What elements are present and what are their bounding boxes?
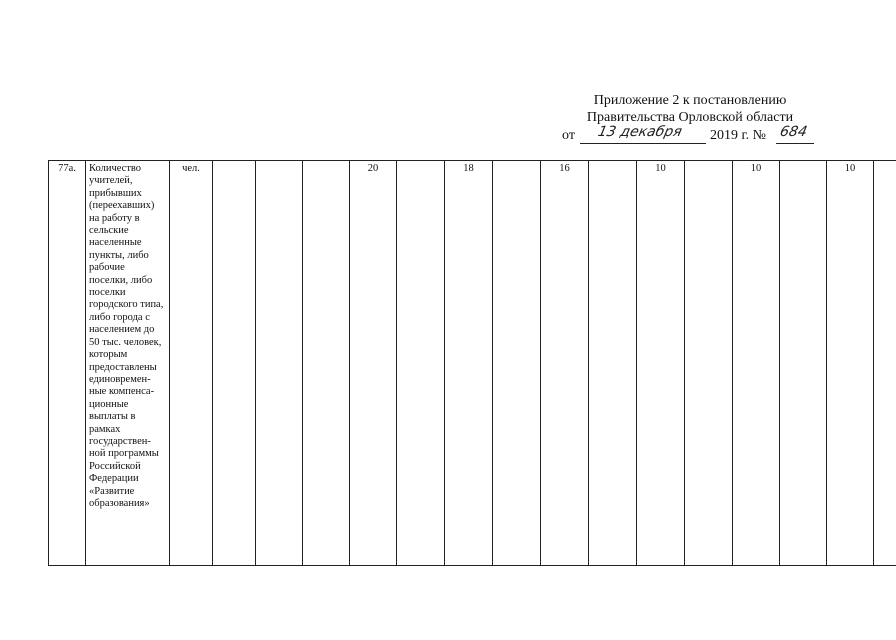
value-cell [213, 161, 256, 566]
value-cell: 10 [637, 161, 685, 566]
row-number: 77а. [49, 161, 86, 566]
value-cell: 18 [445, 161, 493, 566]
value-cell [397, 161, 445, 566]
number-handwritten: 684 [778, 124, 809, 140]
date-handwritten: 13 декабря [596, 124, 684, 140]
date-underline [580, 143, 706, 144]
value-cell [303, 161, 350, 566]
year-text: 2019 г. № [710, 128, 767, 143]
value-cell [589, 161, 637, 566]
value-cell [256, 161, 303, 566]
header-date-line [540, 126, 840, 146]
value-cell: 10 [827, 161, 874, 566]
row-unit: чел. [170, 161, 213, 566]
header-line-2: Правительства Орловской области [586, 110, 794, 125]
value-cell [874, 161, 896, 566]
indicator-table [48, 160, 896, 566]
row-description: Количество учителей, прибывших (переехавших) на работу в сельские населенные пункты, либо рабочие поселки, либо поселки городского типа, либо города с населением до 50 тыс. человек, которым предоставлены единовремен-ные компенса-ционные выплаты в рамках государствен-ной программы Российской Федерации «Развитие образования» [86, 161, 170, 566]
number-underline [776, 143, 814, 144]
value-cell [685, 161, 733, 566]
table-row [49, 161, 896, 566]
document-header [540, 92, 840, 146]
value-cell [780, 161, 827, 566]
value-cell: 16 [541, 161, 589, 566]
header-line-1: Приложение 2 к постановлению [593, 93, 787, 108]
value-cell [493, 161, 541, 566]
date-prefix: от [562, 128, 575, 143]
value-cell: 10 [733, 161, 780, 566]
value-cell: 20 [350, 161, 397, 566]
